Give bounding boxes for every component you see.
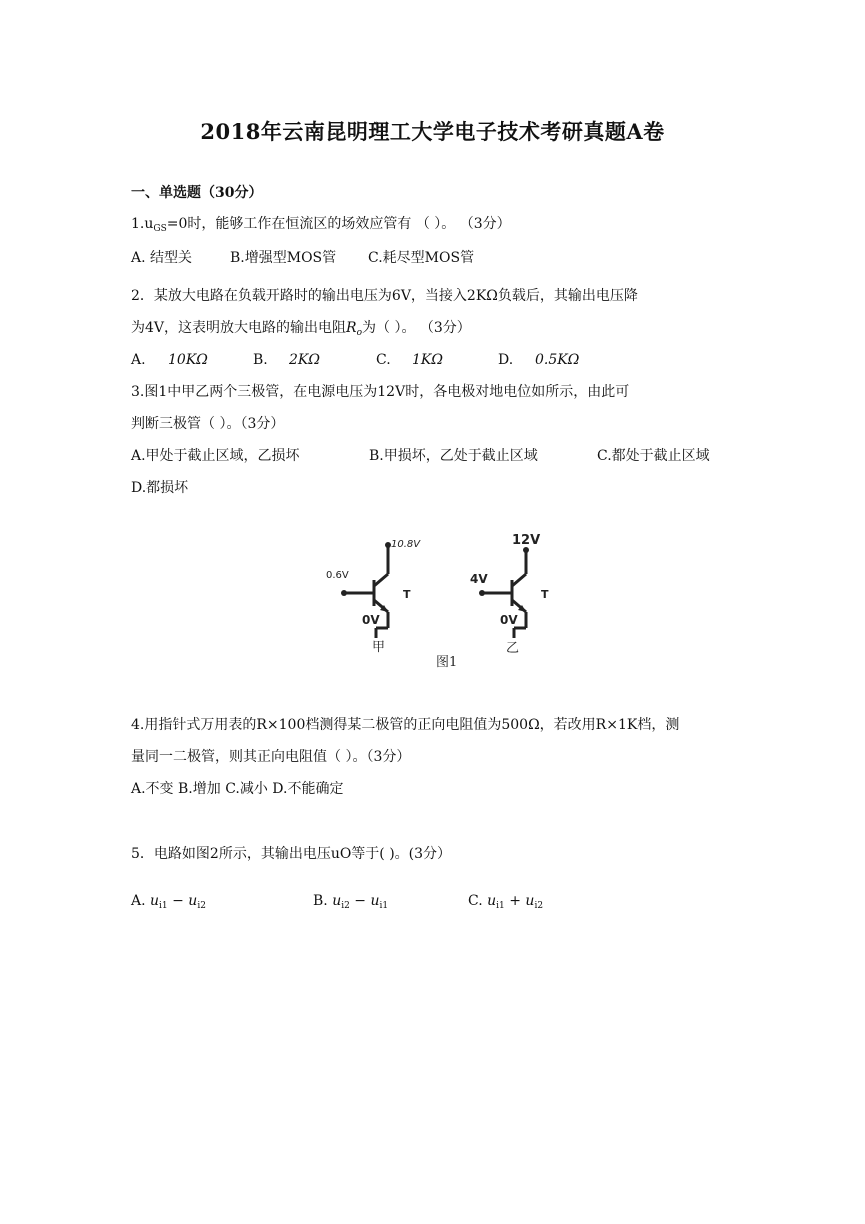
left-base-node: [341, 590, 347, 596]
q5-option-a: [131, 891, 206, 916]
question-4-line2: 量同一二极管，则其正向电阻值（ ）。（3分）: [131, 749, 411, 765]
left-collector-lead: [374, 574, 388, 586]
figure-caption: 图1: [436, 655, 458, 670]
section-heading: 一、单选题（30分）: [131, 185, 263, 201]
right-emitter-label: 0V: [500, 613, 518, 627]
q2-variable: R: [346, 320, 357, 336]
q1-option-b: B.增强型MOS管: [230, 250, 337, 266]
transistor-diagram: [318, 528, 558, 673]
right-base-node: [479, 590, 485, 596]
q5-c-sub2: i2: [534, 901, 544, 911]
left-collector-label: 10.8V: [391, 539, 421, 550]
left-emitter-label: 0V: [362, 613, 380, 627]
q4-options: A.不变 B.增加 C.减小 D.不能确定: [131, 781, 344, 797]
q3-option-d: D.都损坏: [131, 480, 189, 496]
question-4-line1: 4.用指针式万用表的R×100档测得某二极管的正向电阻值为500Ω，若改用R×1K档，测: [131, 717, 680, 733]
q5-a-sub1: i1: [159, 901, 168, 911]
q2-option-c-value: 1KΩ: [412, 352, 443, 368]
q5-b-label: B.: [313, 893, 328, 909]
q1-option-c: C.耗尽型MOS管: [368, 250, 475, 266]
question-5-line1: 5．电路如图2所示，其输出电压uO等于( )。(3分）: [131, 846, 452, 862]
q5-c-label: C.: [468, 893, 483, 909]
q5-c-u2: u: [525, 893, 535, 909]
q5-c-op: +: [504, 893, 526, 909]
q5-a-u2: u: [188, 893, 198, 909]
q2-option-b-value: 2KΩ: [289, 352, 320, 368]
q5-c-sub1: i1: [496, 901, 505, 911]
left-name-label: 甲: [372, 640, 386, 655]
q2-option-a-label: A.: [131, 352, 146, 368]
q2-option-a-value: 10KΩ: [168, 352, 208, 368]
question-2-line2: [131, 318, 471, 343]
q2-line2-suffix: 为（ ）。 （3分）: [362, 320, 471, 336]
q5-a-label: A.: [131, 893, 146, 909]
q5-b-sub1: i2: [341, 901, 350, 911]
question-2-line1: 2．某放大电路在负载开路时的输出电压为6V，当接入2KΩ负载后，其输出电压降: [131, 288, 638, 304]
left-device-label: T: [403, 588, 411, 601]
q5-a-sub2: i2: [197, 901, 206, 911]
right-device-label: T: [541, 588, 549, 601]
q5-b-u2: u: [370, 893, 380, 909]
q1-option-a: A. 结型关: [131, 250, 193, 266]
q5-a-op: −: [167, 893, 189, 909]
q2-line2-prefix: 为4V，这表明放大电路的输出电阻: [131, 320, 347, 336]
q5-c-u1: u: [487, 893, 497, 909]
q5-option-b: [313, 891, 388, 916]
q2-option-d-value: 0.5KΩ: [535, 352, 580, 368]
right-name-label: 乙: [506, 641, 520, 656]
q5-a-u1: u: [150, 893, 160, 909]
right-base-label: 4V: [470, 572, 488, 586]
left-base-label: 0.6V: [326, 570, 349, 581]
page-title: 2018年云南昆明理工大学电子技术考研真题A卷: [200, 119, 665, 144]
right-collector-label: 12V: [512, 533, 541, 548]
q2-option-d-label: D.: [498, 352, 514, 368]
q5-b-op: −: [349, 893, 371, 909]
q5-b-u1: u: [332, 893, 342, 909]
q1-subscript: GS: [153, 224, 167, 234]
question-1: [131, 214, 511, 239]
q2-option-c-label: C.: [376, 352, 391, 368]
q2-option-b-label: B.: [253, 352, 268, 368]
figure-1: [318, 528, 558, 673]
q2-variable-sub: o: [356, 328, 362, 338]
q1-text: =0时，能够工作在恒流区的场效应管有 （ ）。 （3分）: [166, 216, 511, 232]
q3-option-b: B.甲损坏，乙处于截止区域: [369, 448, 538, 464]
q5-b-sub2: i1: [379, 901, 389, 911]
q3-option-c: C.都处于截止区域: [597, 448, 710, 464]
q3-option-a: A.甲处于截止区域，乙损坏: [131, 448, 300, 464]
right-collector-lead: [512, 574, 526, 586]
question-3-line1: 3.图1中甲乙两个三极管，在电源电压为12V时，各电极对地电位如所示，由此可: [131, 384, 630, 400]
q5-option-c: [468, 891, 543, 916]
question-3-line2: 判断三极管（ ）。（3分）: [131, 416, 285, 432]
q1-prefix: 1.u: [131, 216, 154, 232]
